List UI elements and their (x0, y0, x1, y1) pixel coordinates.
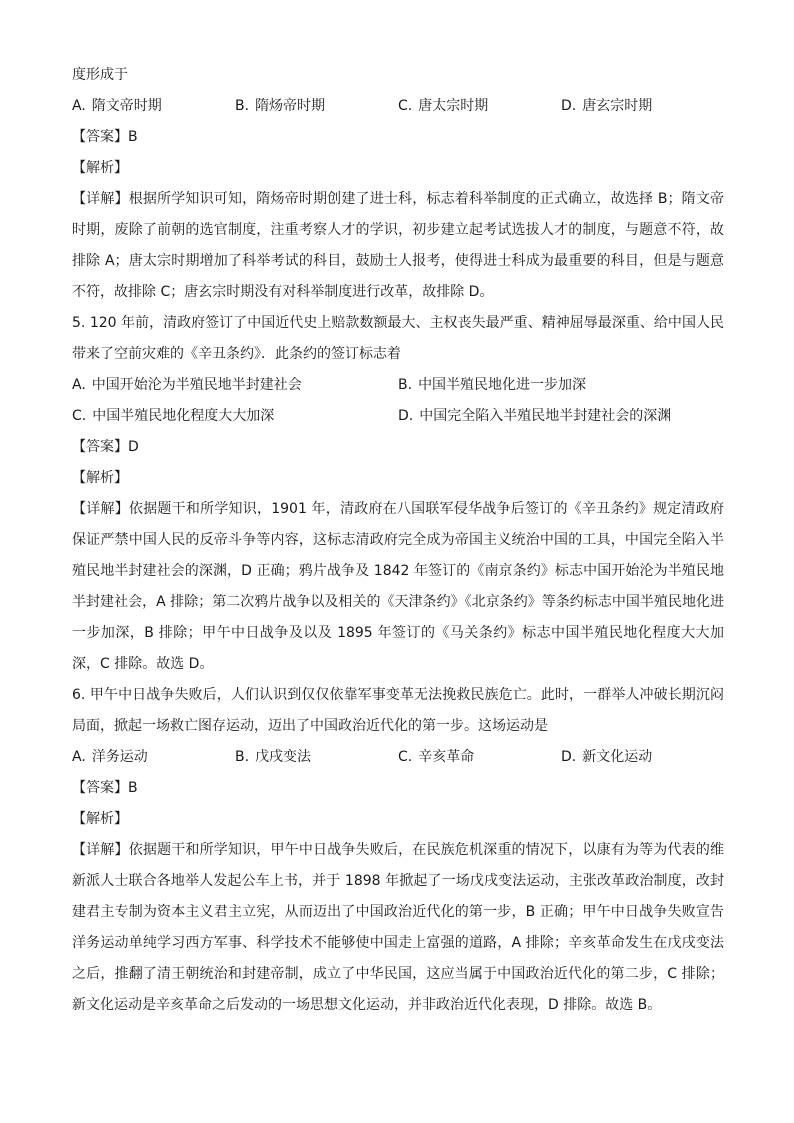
q5-analysis-heading: 【解析】 (72, 470, 128, 486)
q5-option-c: C. 中国半殖民地化程度大大加深 (72, 408, 275, 424)
q4-option-d: D. 唐玄宗时期 (561, 98, 653, 114)
q4-option-b: B. 隋炀帝时期 (235, 98, 326, 114)
q5-stem: 5. 120 年前，清政府签订了中国近代史上赔款数额最大、主权丧失最严重、精神屈辱最深重、给中国人民带来了空前灾难的《辛丑条约》．此条约的签订标志着 (72, 315, 724, 362)
q5-option-b: B. 中国半殖民地化进一步加深 (398, 377, 587, 393)
q4-option-c: C. 唐太宗时期 (398, 98, 489, 114)
q5-answer: 【答案】D (72, 439, 139, 455)
q6-option-b: B. 戊戌变法 (235, 749, 312, 765)
q6-stem: 6. 甲午中日战争失败后，人们认识到仅仅依靠军事变革无法挽救民族危亡。此时，一群举人冲破长期沉闷局面，掀起一场救亡图存运动，迈出了中国政治近代化的第一步。这场运动是 (72, 687, 724, 734)
q5-detail: 【详解】依据题干和所学知识，1901 年，清政府在八国联军侵华战争后签订的《辛丑条约》规定清政府保证严禁中国人民的反帝斗争等内容，这标志清政府完全成为帝国主义统治中国的工具，中国完全陷入半殖民地半封建社会的深渊，D 正确；鸦片战争及 1842 年签订的《南京条约》标志中国开始沦为半殖民地半封建社会，A 排除；第二次鸦片战争以及相关的《天津条约》《北京条约》等条约标志中国半殖民地化进一步加深，B 排除；甲午中日战争及以及 1895 年签订的《马关条约》标志中国半殖民地化程度大大加深，C 排除。故选 D。 (72, 501, 724, 672)
q6-option-d: D. 新文化运动 (561, 749, 653, 765)
q4-analysis-heading: 【解析】 (72, 160, 128, 176)
q4-detail: 【详解】根据所学知识可知，隋炀帝时期创建了进士科，标志着科举制度的正式确立，故选择 B；隋文帝时期，废除了前朝的选官制度，注重考察人才的学识，初步建立起考试选拔人才的制度，与题意不符，故排除 A；唐太宗时期增加了科举考试的科目，鼓励士人报考，使得进士科成为最重要的科目，但是与题意不符，故排除 C；唐玄宗时期没有对科举制度进行改革，故排除 D。 (72, 191, 724, 300)
q4-answer: 【答案】B (72, 129, 138, 145)
document-page (72, 60, 724, 1021)
q5-options-row-1 (72, 370, 724, 401)
q6-option-a: A. 洋务运动 (72, 749, 148, 765)
q5-option-d: D. 中国完全陷入半殖民地半封建社会的深渊 (398, 408, 672, 424)
q6-option-c: C. 辛亥革命 (398, 749, 475, 765)
q6-detail: 【详解】依据题干和所学知识，甲午中日战争失败后，在民族危机深重的情况下，以康有为等为代表的维新派人士联合各地举人发起公车上书，并于 1898 年掀起了一场戊戌变法运动，主张改革政治制度，改封建君主专制为资本主义君主立宪，从而迈出了中国政治近代化的第一步，B 正确；甲午中日战争失败宣告洋务运动单纯学习西方军事、科学技术不能够使中国走上富强的道路，A 排除；辛亥革命发生在戊戌变法之后，推翻了清王朝统治和封建帝制，成立了中华民国，这应当属于中国政治近代化的第二步，C 排除；新文化运动是辛亥革命之后发动的一场思想文化运动，并非政治近代化表现，D 排除。故选 B。 (72, 842, 724, 1013)
q5-options-row-2 (72, 401, 724, 432)
q5-option-a: A. 中国开始沦为半殖民地半封建社会 (72, 377, 302, 393)
q6-answer: 【答案】B (72, 780, 138, 796)
q6-options (72, 742, 724, 773)
q4-options (72, 91, 724, 122)
q4-stem-tail: 度形成于 (72, 67, 128, 83)
q6-analysis-heading: 【解析】 (72, 811, 128, 827)
q4-option-a: A. 隋文帝时期 (72, 98, 162, 114)
